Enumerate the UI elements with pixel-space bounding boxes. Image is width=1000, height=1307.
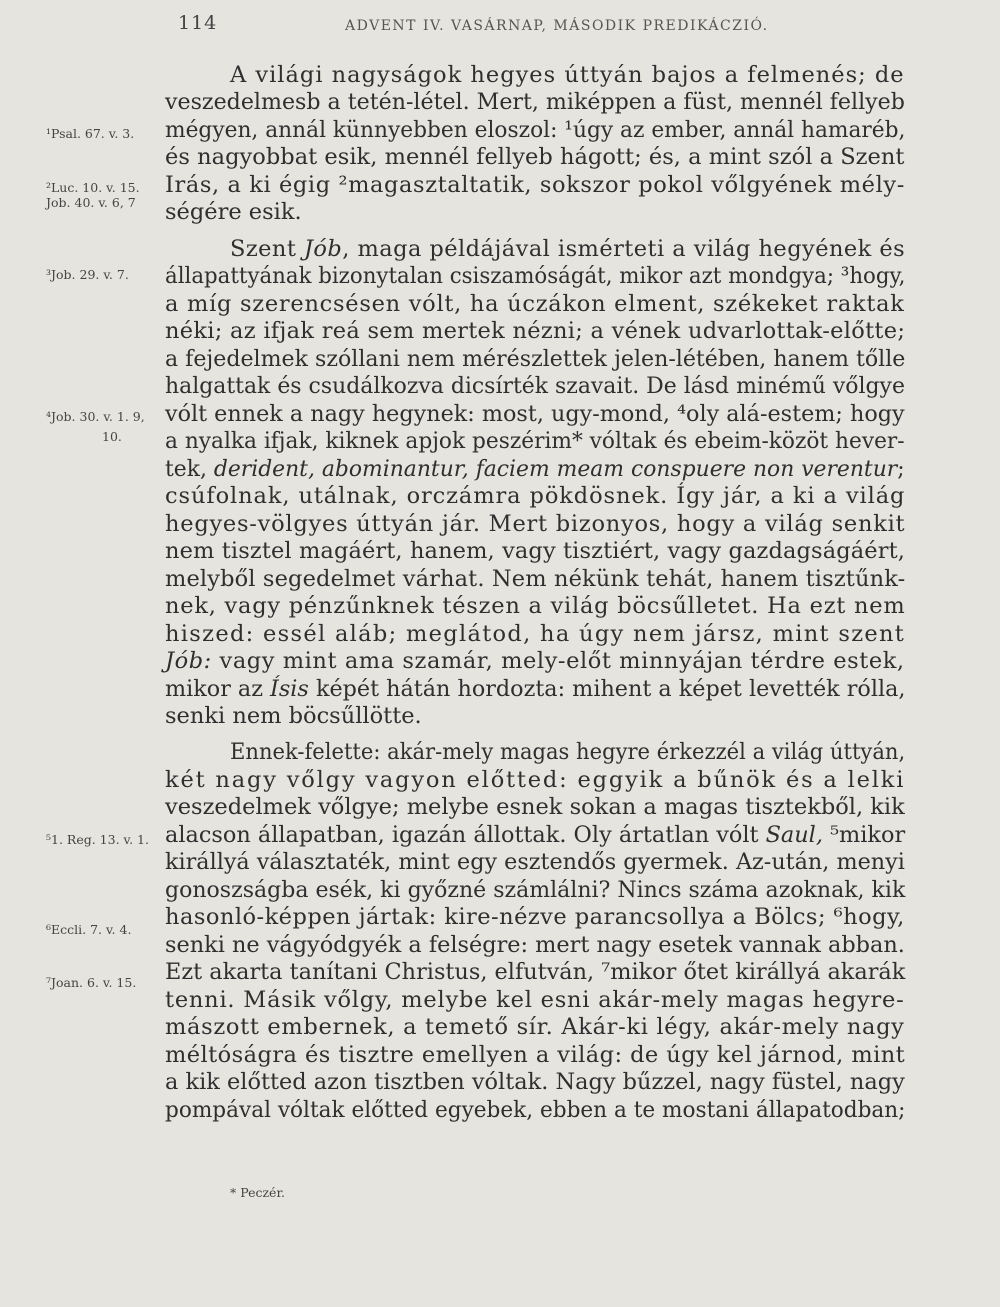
- text-line: két nagy vőlgy vagyon előtted: eggyik a bűnök és a lelki: [165, 767, 906, 793]
- text-line: királlyá választaték, mint egy esztendős gyermek. Az-után, menyi: [165, 849, 905, 875]
- text-line: tenni. Másik vőlgy, melybe kel esni akár-mely magas hegyre-: [165, 987, 905, 1013]
- text-line: nem tisztel magáért, hanem, vagy tisztiért, vagy gazdagságáért,: [165, 538, 905, 564]
- text-line: Jób: vagy mint ama szamár, mely-előt minnyájan térdre estek,: [165, 648, 905, 674]
- text-line: méltóságra és tisztre emellyen a világ: de úgy kel járnod, mint: [165, 1042, 906, 1068]
- margin-note: ⁵1. Reg. 13. v. 1.: [46, 832, 149, 847]
- text-line: a nyalka ifjak, kiknek apjok peszérim* vóltak és ebeim-közöt hever-: [165, 428, 905, 454]
- text-line: gonoszságba esék, ki győzné számlálni? Nincs száma azoknak, kik: [165, 877, 906, 903]
- text-line: Irás, a ki égig ²magasztaltatik, sokszor pokol vőlgyének mély-: [165, 172, 905, 198]
- text-line: A világi nagyságok hegyes úttyán bajos a felmenés; de: [230, 62, 905, 88]
- text-line: Ennek-felette: akár-mely magas hegyre érkezzél a világ úttyán,: [230, 739, 906, 765]
- text-line: melyből segedelmet várhat. Nem nékünk tehát, hanem tisztűnk-: [165, 566, 906, 592]
- text-line: csúfolnak, utálnak, orczámra pökdösnek. Így jár, a ki a világ: [165, 483, 906, 509]
- text-line: néki; az ifjak reá sem mertek nézni; a vének udvarlottak-előtte;: [165, 318, 906, 344]
- text-line: állapattyának bizonytalan csiszamóságát, mikor azt mondgya; ³hogy,: [165, 263, 906, 289]
- text-line: veszedelmek vőlgye; melybe esnek sokan a magas tisztekből, kik: [165, 794, 905, 820]
- text-line: mikor az Ísis képét hátán hordozta: mihent a képet levették rólla,: [165, 676, 906, 702]
- text-line: tek, derident, abominantur, faciem meam conspuere non verentur;: [165, 456, 905, 482]
- text-line: nek, vagy pénzűnknek tészen a világ böcsűlletet. Ha ezt nem: [165, 593, 906, 619]
- text-line: halgattak és csudálkozva dicsírték szavait. De lásd minémű vőlgye: [165, 373, 905, 399]
- text-line: Szent Jób, maga példájával ismérteti a világ hegyének és: [230, 236, 906, 262]
- margin-note: 10.: [102, 429, 122, 444]
- margin-note: ²Luc. 10. v. 15.: [46, 180, 140, 195]
- margin-note: ¹Psal. 67. v. 3.: [46, 126, 135, 141]
- text-line: a fejedelmek szóllani nem mérészlettek jelen-létében, hanem tőlle: [165, 346, 906, 372]
- text-line: vólt ennek a nagy hegynek: most, ugy-mond, ⁴oly alá-estem; hogy: [165, 401, 905, 427]
- text-line: a kik előtted azon tisztben vóltak. Nagy bűzzel, nagy füstel, nagy: [165, 1069, 905, 1095]
- text-line: mászott embernek, a temető sír. Akár-ki légy, akár-mely nagy: [165, 1014, 905, 1040]
- text-line: ségére esik.: [165, 199, 302, 225]
- margin-note: ⁴Job. 30. v. 1. 9,: [46, 409, 145, 424]
- text-line: veszedelmesb a tetén-létel. Mert, miképpen a füst, mennél fellyeb: [165, 89, 905, 115]
- text-line: alacson állapatban, igazán állottak. Oly ártatlan vólt Saul, ⁵mikor: [165, 822, 906, 848]
- text-line: senki nem böcsűllötte.: [165, 703, 422, 729]
- text-line: senki ne vágyódgyék a felségre: mert nagy esetek vannak abban.: [165, 932, 905, 958]
- margin-note: Job. 40. v. 6, 7: [46, 195, 136, 210]
- text-line: Ezt akarta tanítani Christus, elfutván, ⁷mikor őtet királlyá akarák: [165, 959, 906, 985]
- text-line: pompával vóltak előtted egyebek, ebben a te mostani állapatodban;: [165, 1097, 906, 1123]
- text-line: és nagyobbat esik, mennél fellyeb hágott; és, a mint szól a Szent: [165, 144, 905, 170]
- margin-note: ⁷Joan. 6. v. 15.: [46, 975, 137, 990]
- running-head: ADVENT IV. VASÁRNAP, MÁSODIK PREDIKÁCZIÓ.: [345, 18, 769, 34]
- margin-note: ⁶Eccli. 7. v. 4.: [46, 922, 132, 937]
- text-line: hiszed: essél aláb; meglátod, ha úgy nem jársz, mint szent: [165, 621, 906, 647]
- page-number: 114: [178, 12, 218, 34]
- text-line: hegyes-völgyes úttyán jár. Mert bizonyos, hogy a világ senkit: [165, 511, 906, 537]
- text-line: a míg szerencsésen vólt, ha úczákon elment, székeket raktak: [165, 291, 905, 317]
- text-line: mégyen, annál künnyebben eloszol: ¹úgy az ember, annál hamaréb,: [165, 117, 906, 143]
- margin-note: ³Job. 29. v. 7.: [46, 267, 129, 282]
- text-line: hasonló-képpen jártak: kire-nézve parancsollya a Bölcs; ⁶hogy,: [165, 904, 905, 930]
- footnote: * Peczér.: [230, 1185, 286, 1200]
